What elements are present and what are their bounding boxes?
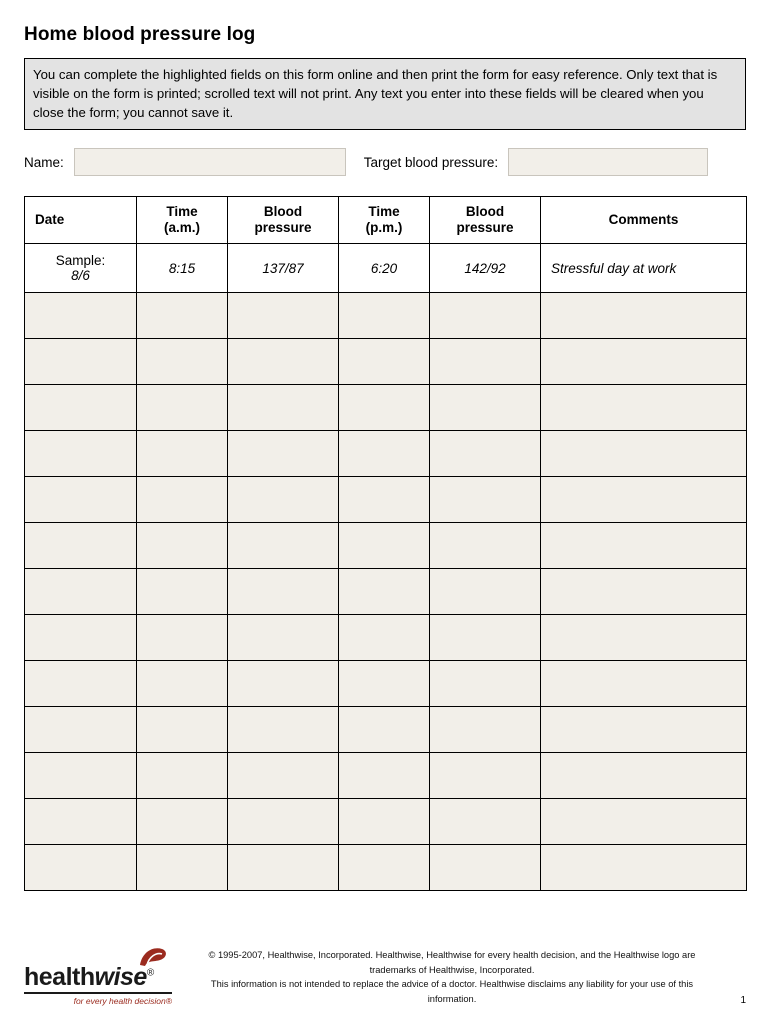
table-header-row — [25, 197, 747, 244]
entry-cell-comments[interactable] — [541, 753, 747, 799]
sample-bp-am-cell: 137/87 — [228, 244, 339, 293]
entry-cell-comments[interactable] — [541, 431, 747, 477]
name-input[interactable] — [74, 148, 346, 176]
table-body — [25, 244, 747, 293]
form-instructions-notice: You can complete the highlighted fields on this form online and then print the form for easy reference. Only text that is visible on the form is printed; scrolled text will not print. Any text you enter into these fields will be cleared when you close the form; you cannot save it. — [24, 58, 746, 130]
table-row — [25, 339, 747, 385]
sample-date-cell — [25, 244, 137, 293]
column-header-bp-am — [228, 197, 339, 244]
column-header-time-pm — [339, 197, 430, 244]
entry-cell-time-pm[interactable] — [339, 293, 430, 339]
entry-cell-time-pm[interactable] — [339, 845, 430, 891]
entry-cell-time-am[interactable] — [137, 753, 228, 799]
sample-bp-pm-cell: 142/92 — [430, 244, 541, 293]
table-row — [25, 753, 747, 799]
copyright-line-1: © 1995-2007, Healthwise, Incorporated. Healthwise, Healthwise for every health decision, and the Healthwise logo are — [208, 950, 696, 961]
sample-comments-cell: Stressful day at work — [541, 244, 747, 293]
target-bp-input[interactable] — [508, 148, 708, 176]
entry-cell-bp-pm[interactable] — [430, 753, 541, 799]
logo-tagline: for every health decision® — [73, 996, 172, 1006]
column-header-time-am-line2: (a.m.) — [163, 220, 200, 236]
entry-cell-comments[interactable] — [541, 293, 747, 339]
entry-cell-time-am[interactable] — [137, 477, 228, 523]
sample-date-label: Sample: — [55, 252, 106, 268]
entry-cell-bp-am[interactable] — [228, 431, 339, 477]
entry-cell-time-pm[interactable] — [339, 339, 430, 385]
entry-cell-time-pm[interactable] — [339, 615, 430, 661]
table-row — [25, 431, 747, 477]
page-footer — [24, 948, 746, 1008]
entry-cell-date[interactable] — [25, 431, 137, 477]
entry-cell-time-pm[interactable] — [339, 707, 430, 753]
entry-cell-time-am[interactable] — [137, 707, 228, 753]
column-header-time-am — [137, 197, 228, 244]
table-header — [25, 197, 747, 244]
entry-cell-bp-pm[interactable] — [430, 569, 541, 615]
entry-cell-comments[interactable] — [541, 569, 747, 615]
entry-cell-date[interactable] — [25, 523, 137, 569]
entry-cell-bp-am[interactable] — [228, 661, 339, 707]
entry-cell-bp-pm[interactable] — [430, 431, 541, 477]
entry-cell-date[interactable] — [25, 385, 137, 431]
page-number: 1 — [740, 995, 746, 1006]
blood-pressure-log-table — [24, 196, 747, 891]
entry-cell-bp-pm[interactable] — [430, 385, 541, 431]
identity-row — [24, 148, 746, 176]
entry-cell-time-pm[interactable] — [339, 753, 430, 799]
sample-time-pm-cell: 6:20 — [339, 244, 430, 293]
healthwise-logo — [24, 965, 176, 1008]
entry-cell-time-am[interactable] — [137, 523, 228, 569]
sample-date-value: 8/6 — [71, 268, 90, 284]
entry-cell-bp-pm[interactable] — [430, 661, 541, 707]
sample-time-am-cell: 8:15 — [137, 244, 228, 293]
entry-cell-time-am[interactable] — [137, 799, 228, 845]
page-title: Home blood pressure log — [24, 24, 256, 45]
entry-cell-comments[interactable] — [541, 845, 747, 891]
entry-cell-bp-am[interactable] — [228, 477, 339, 523]
entry-cell-date[interactable] — [25, 339, 137, 385]
sample-table-row — [25, 244, 747, 293]
logo-divider — [24, 992, 172, 994]
target-bp-label: Target blood pressure: — [363, 154, 499, 170]
column-header-bp-pm — [430, 197, 541, 244]
table-row — [25, 707, 747, 753]
entry-cell-comments[interactable] — [541, 339, 747, 385]
entry-cell-bp-pm[interactable] — [430, 339, 541, 385]
copyright-line-3: This information is not intended to replace the advice of a doctor. Healthwise disclaims any liability for your use of this information. — [210, 979, 694, 1004]
entry-cell-bp-am[interactable] — [228, 339, 339, 385]
entry-cell-time-am[interactable] — [137, 339, 228, 385]
entry-cell-date[interactable] — [25, 615, 137, 661]
entry-cell-date[interactable] — [25, 753, 137, 799]
entry-cell-bp-pm[interactable] — [430, 845, 541, 891]
entry-cell-time-pm[interactable] — [339, 569, 430, 615]
entry-cell-time-pm[interactable] — [339, 523, 430, 569]
entry-cell-comments[interactable] — [541, 799, 747, 845]
entry-cell-time-pm[interactable] — [339, 431, 430, 477]
column-header-comments: Comments — [541, 197, 747, 244]
entry-cell-time-am[interactable] — [137, 569, 228, 615]
entry-cell-date[interactable] — [25, 799, 137, 845]
table-row — [25, 523, 747, 569]
entry-cell-date[interactable] — [25, 845, 137, 891]
column-header-bp-am-line1: Blood — [263, 203, 303, 219]
entry-cell-time-pm[interactable] — [339, 477, 430, 523]
entry-cell-time-pm[interactable] — [339, 661, 430, 707]
entry-cell-time-am[interactable] — [137, 385, 228, 431]
entry-cell-time-pm[interactable] — [339, 799, 430, 845]
entry-cell-time-pm[interactable] — [339, 385, 430, 431]
logo-registered-mark: ® — [146, 967, 154, 979]
table-row — [25, 477, 747, 523]
entry-cell-bp-pm[interactable] — [430, 799, 541, 845]
table-blank-rows — [25, 293, 747, 891]
entry-cell-time-am[interactable] — [137, 431, 228, 477]
entry-cell-date[interactable] — [25, 477, 137, 523]
entry-cell-comments[interactable] — [541, 385, 747, 431]
table-row — [25, 569, 747, 615]
column-header-bp-pm-line1: Blood — [465, 203, 505, 219]
column-header-time-am-line1: Time — [166, 203, 198, 219]
entry-cell-bp-pm[interactable] — [430, 707, 541, 753]
entry-cell-bp-pm[interactable] — [430, 293, 541, 339]
entry-cell-bp-pm[interactable] — [430, 477, 541, 523]
entry-cell-time-am[interactable] — [137, 293, 228, 339]
column-header-bp-pm-line2: pressure — [456, 220, 514, 236]
entry-cell-bp-am[interactable] — [228, 845, 339, 891]
copyright-text — [176, 948, 728, 1008]
entry-cell-bp-pm[interactable] — [430, 523, 541, 569]
entry-cell-bp-am[interactable] — [228, 615, 339, 661]
entry-cell-bp-am[interactable] — [228, 753, 339, 799]
entry-cell-comments[interactable] — [541, 477, 747, 523]
entry-cell-time-am[interactable] — [137, 661, 228, 707]
table-row — [25, 661, 747, 707]
table-row — [25, 845, 747, 891]
entry-cell-comments[interactable] — [541, 523, 747, 569]
table-row — [25, 799, 747, 845]
entry-cell-bp-pm[interactable] — [430, 615, 541, 661]
logo-wordmark — [24, 965, 176, 990]
entry-cell-bp-am[interactable] — [228, 569, 339, 615]
column-header-bp-am-line2: pressure — [254, 220, 312, 236]
entry-cell-date[interactable] — [25, 707, 137, 753]
logo-word-health: health — [24, 963, 95, 991]
entry-cell-time-am[interactable] — [137, 615, 228, 661]
table-row — [25, 293, 747, 339]
entry-cell-bp-am[interactable] — [228, 799, 339, 845]
entry-cell-bp-am[interactable] — [228, 385, 339, 431]
entry-cell-comments[interactable] — [541, 661, 747, 707]
entry-cell-date[interactable] — [25, 661, 137, 707]
entry-cell-bp-am[interactable] — [228, 523, 339, 569]
entry-cell-bp-am[interactable] — [228, 293, 339, 339]
entry-cell-comments[interactable] — [541, 707, 747, 753]
entry-cell-time-am[interactable] — [137, 845, 228, 891]
column-header-date: Date — [25, 197, 137, 244]
logo-word-wise: wise — [94, 963, 147, 991]
column-header-time-pm-line1: Time — [368, 203, 400, 219]
entry-cell-comments[interactable] — [541, 615, 747, 661]
table-row — [25, 385, 747, 431]
copyright-line-2: trademarks of Healthwise, Incorporated. — [369, 964, 535, 975]
entry-cell-date[interactable] — [25, 569, 137, 615]
name-label: Name: — [24, 154, 64, 170]
entry-cell-bp-am[interactable] — [228, 707, 339, 753]
entry-cell-date[interactable] — [25, 293, 137, 339]
column-header-time-pm-line2: (p.m.) — [365, 220, 403, 236]
table-row — [25, 615, 747, 661]
